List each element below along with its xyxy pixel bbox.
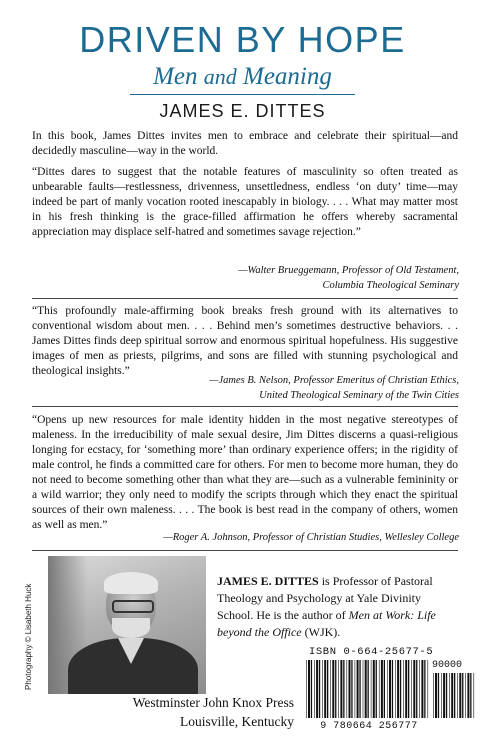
intro-paragraph: In this book, James Dittes invites men to embrace and celebrate their spiritual—and decidedly masculine—way in the world. [32, 130, 458, 157]
barcode-bar [419, 660, 420, 718]
blurb-3-attribution [59, 530, 459, 545]
barcode-bar [324, 660, 326, 718]
publisher [124, 693, 294, 731]
divider-3 [32, 550, 458, 551]
publisher-name: Westminster John Knox Press [132, 695, 294, 710]
barcode-bar [335, 660, 336, 718]
photo-credit: Photography © Lisabeth Huck [24, 583, 33, 690]
barcode-bar [357, 660, 359, 718]
bio-book-title: Men at Work: Life beyond the Office [217, 608, 436, 639]
barcode-bar [338, 660, 339, 718]
blurb-3-attribution-line1: —Roger A. Johnson, Professor of Christian Studies, Wellesley College [163, 532, 459, 543]
barcode-bar [424, 660, 425, 718]
blurb-2-attribution [59, 373, 459, 403]
barcode-bar [363, 660, 364, 718]
barcode-bar [446, 673, 447, 718]
barcode-bar [465, 673, 466, 718]
barcode-bar [451, 673, 453, 718]
barcode-bar [311, 660, 312, 718]
barcode-bar [379, 660, 380, 718]
book-author: JAMES E. DITTES [159, 101, 326, 121]
barcode-bar [449, 673, 450, 718]
barcode-bar [373, 660, 375, 718]
barcode-bar [359, 660, 360, 718]
barcode-bar [330, 660, 331, 718]
author-bio [217, 573, 457, 641]
barcode-bar [403, 660, 404, 718]
barcode-bar [351, 660, 352, 718]
subtitle-divider [130, 94, 355, 95]
barcode-bar [438, 673, 439, 718]
barcode-bar [376, 660, 377, 718]
barcode-bar [400, 660, 401, 718]
blurb-1-text: “Dittes dares to suggest that the notable features of masculinity so often treated as unbearable faults—restlessness, drivenness, unsettledness, endless ‘on duty’ time—may indeed be part of manly vocation rooted inescapably in biology. . . . What may matter most in his fresh thinking is the grace-filled affirmation he offers whereby sacramental appreciation may displace self-hatred and sometimes savage rejection.” [32, 166, 458, 238]
barcode-bar [306, 660, 307, 718]
barcode-bar [365, 660, 367, 718]
barcode-bar [435, 673, 437, 718]
barcode-bar [327, 660, 328, 718]
barcode-bar [421, 660, 423, 718]
ean-barcode [305, 660, 430, 718]
barcode-bar [371, 660, 372, 718]
publisher-location: Louisville, Kentucky [180, 714, 294, 729]
barcode-bar [343, 660, 344, 718]
barcode-bar [433, 673, 434, 718]
barcode-bar [389, 660, 391, 718]
divider-1 [32, 298, 458, 299]
barcode-bar [470, 673, 471, 718]
isbn-label: ISBN 0-664-25677-5 [309, 646, 434, 658]
barcode-bar [416, 660, 417, 718]
barcode-bar [413, 660, 415, 718]
author-photo [48, 556, 206, 694]
blurb-2-text: “This profoundly male-affirming book breaks fresh ground with its alternatives to conventional wisdom about men. . . . Behind men’s sometimes destructive behaviors. . . James Dittes finds deep spiritual sorrow and enormous spiritual hopefulness. His suggestive images of men as priests, pilgrims, and sons are filled with stunning psychological and theological insights.” [32, 305, 458, 377]
book-title: DRIVEN BY HOPE [79, 19, 406, 60]
blurb-2-attribution-line2: United Theological Seminary of the Twin Cities [259, 390, 459, 401]
barcode-bar [381, 660, 383, 718]
barcode-bar [392, 660, 393, 718]
barcode-bar [322, 660, 323, 718]
barcode-bar [428, 660, 429, 718]
price-code: 90000 [432, 660, 463, 671]
barcode-bar [332, 660, 334, 718]
barcode-bar [387, 660, 388, 718]
barcode-bar [384, 660, 385, 718]
blurb-2-attribution-line1: —James B. Nelson, Professor Emeritus of Christian Ethics, [209, 375, 459, 386]
ean-number: 9 780664 256777 [320, 721, 418, 732]
barcode-bar [467, 673, 469, 718]
subtitle-and: and [203, 64, 237, 89]
barcode-bar [319, 660, 320, 718]
barcode-bar [443, 673, 445, 718]
barcode-bar [405, 660, 407, 718]
barcode-bar [462, 673, 463, 718]
barcode-bar [349, 660, 351, 718]
bio-name: JAMES E. DITTES [217, 574, 319, 588]
barcode-bar [347, 660, 348, 718]
barcode-bar [355, 660, 356, 718]
barcode-bar [474, 673, 475, 718]
subtitle-end: Meaning [236, 63, 332, 90]
blurb-3-text: “Opens up new resources for male identity hidden in the most negative stereotypes of maleness. In the irreducibility of male sexual desire, Jim Dittes discerns a quasi-religious longing for ecstacy, for ‘something more’ than ordinary experience offers; in the rigidity of male control, he finds a committed care for others. For men to become more human, they do not need to become something other than what they are—such as a vulnerable femininity or a wild warrior; they only need to modify the scripts through which they enact the spiritual sources of their own maleness. . . . The book is best read in the company of others, women as well as men.” [32, 414, 458, 531]
divider-2 [32, 406, 458, 407]
book-subtitle [0, 63, 485, 91]
barcode-bar [397, 660, 399, 718]
barcode-bar [457, 673, 458, 718]
barcode-bar [340, 660, 342, 718]
barcode-bar [308, 660, 310, 718]
barcode-bar [411, 660, 412, 718]
bio-text: is Professor of Pastoral Theology and Psychology at Yale Divinity School. He is the author of [217, 574, 433, 622]
barcode-bar [408, 660, 409, 718]
barcode-bar [395, 660, 396, 718]
barcode-bar [459, 673, 461, 718]
barcode-bar [441, 673, 442, 718]
barcode-bar [314, 660, 315, 718]
barcode-bar [454, 673, 455, 718]
blurb-1-attribution [59, 263, 459, 293]
barcode-bar [316, 660, 318, 718]
barcode-bar [368, 660, 369, 718]
blurb-1-attribution-line2: Columbia Theological Seminary [322, 280, 459, 291]
bio-text-end: (WJK). [301, 625, 341, 639]
subtitle-start: Men [153, 63, 204, 90]
price-addon-barcode [432, 673, 476, 718]
blurb-1-attribution-line1: —Walter Brueggemann, Professor of Old Testament, [238, 265, 459, 276]
